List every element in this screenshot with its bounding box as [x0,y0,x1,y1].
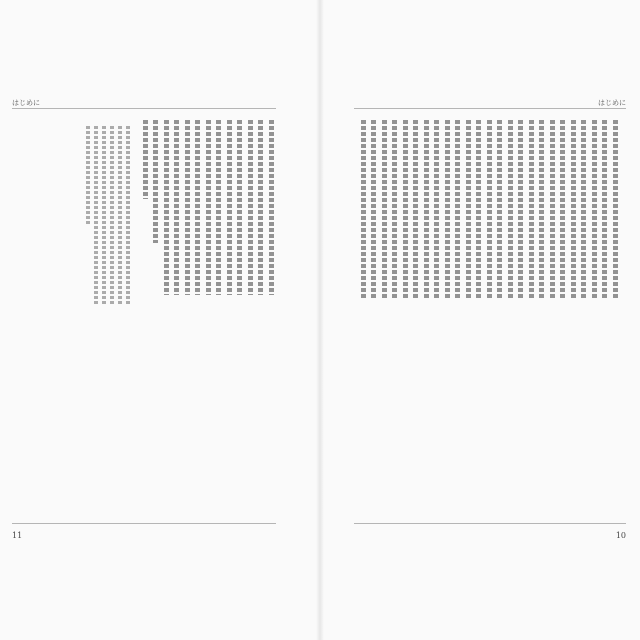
running-head-right: はじめに [598,99,626,107]
header-rule-right [354,108,626,109]
notes-left [84,126,132,306]
header-rule-left [12,108,276,109]
text-column [368,120,379,298]
text-column [599,120,610,298]
text-column [431,120,442,298]
text-column [379,120,390,298]
text-column [547,120,558,298]
text-column [161,120,171,295]
text-column [182,120,192,295]
text-column [234,120,244,295]
note-column [84,126,92,306]
text-column [389,120,400,298]
text-column [452,120,463,298]
text-column [568,120,579,298]
text-column [421,120,432,298]
text-column [245,120,255,295]
text-column [150,120,160,295]
text-column [610,120,621,298]
note-column [124,126,132,306]
right-page [320,0,640,640]
text-column [536,120,547,298]
text-column [213,120,223,295]
note-column [116,126,124,306]
text-column [410,120,421,298]
text-column [515,120,526,298]
text-column [589,120,600,298]
text-column [526,120,537,298]
text-column [171,120,181,295]
footer-rule-right [354,523,626,524]
note-column [108,126,116,306]
text-column [400,120,411,298]
text-column [358,120,369,298]
text-column [557,120,568,298]
text-column [494,120,505,298]
text-column [578,120,589,298]
body-text-left [140,120,276,295]
text-column [442,120,453,298]
note-column [100,126,108,306]
text-column [484,120,495,298]
text-column [203,120,213,295]
body-text-right [354,120,620,298]
gutter-shadow [316,0,324,640]
footer-rule-left [12,523,276,524]
running-head-left: はじめに [12,99,40,107]
text-column [140,120,150,295]
text-column [266,120,276,295]
text-column [473,120,484,298]
text-column [505,120,516,298]
text-column [463,120,474,298]
text-column [224,120,234,295]
page-number-left: 11 [12,531,23,540]
text-column [255,120,265,295]
page-number-right: 10 [615,531,626,540]
note-column [92,126,100,306]
text-column [192,120,202,295]
